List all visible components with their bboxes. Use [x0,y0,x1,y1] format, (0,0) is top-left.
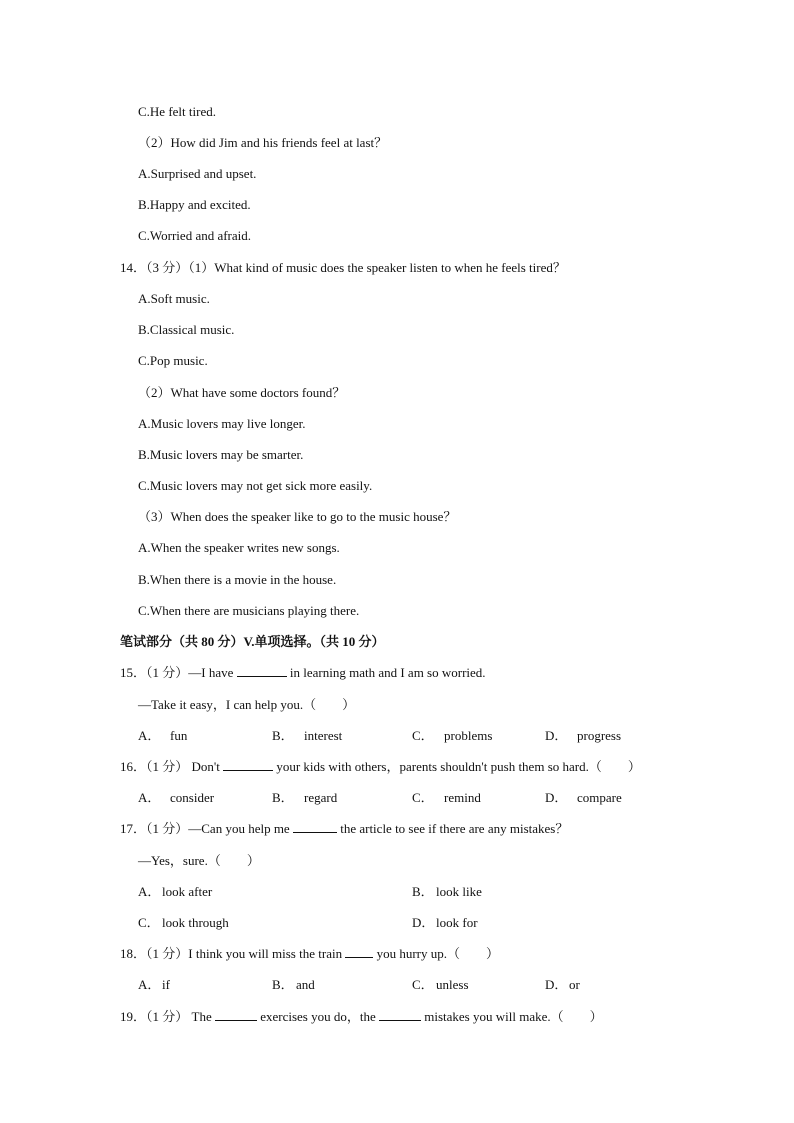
option-line: A.Soft music. [138,291,210,306]
question-text: 17．（1 分）—Can you help me [120,821,293,836]
option-b [272,790,337,806]
option-letter: A． [138,884,161,899]
question-text: your kids with others，parents shouldn't push them so hard.（ ） [273,759,641,774]
option-d [412,915,478,931]
option-b [272,728,342,744]
sub-question: （2）What have some doctors found？ [138,385,346,400]
option-c [412,728,492,744]
sub-question: （2）How did Jim and his friends feel at last？ [138,135,388,150]
question-text: 15．（1 分）—I have [120,665,237,680]
option-c [412,977,469,993]
option-text: compare [577,790,622,805]
option-text: look after [162,884,213,899]
option-letter: B． [272,790,294,805]
reply-line: —Take it easy，I can help you.（ ） [138,697,356,712]
option-letter: B． [272,728,294,743]
option-d [545,728,621,744]
option-b [412,884,482,900]
option-text: look like [436,884,482,899]
question-text: the article to see if there are any mistakes？ [336,821,569,836]
answer-blank [215,1009,257,1021]
answer-blank [345,946,373,958]
option-letter: A． [138,728,161,743]
option-letter: D． [545,728,568,743]
option-line: C.He felt tired. [138,104,216,119]
option-c [138,915,229,931]
option-letter: B． [412,884,434,899]
option-line: B.Classical music. [138,322,235,337]
option-line: C.When there are musicians playing there. [138,603,360,618]
option-text: remind [444,790,481,805]
option-a [138,790,214,806]
option-text: progress [577,728,622,743]
section-heading: 笔试部分（共 80 分）V.单项选择。（共 10 分） [120,634,385,649]
option-line: A.Music lovers may live longer. [138,416,306,431]
option-text: unless [436,977,469,992]
option-letter: A． [138,977,161,992]
option-a [138,884,212,900]
option-b [272,977,315,993]
option-line: A.When the speaker writes new songs. [138,540,340,555]
option-c [412,790,481,806]
option-line: A.Surprised and upset. [138,166,257,181]
option-letter: A． [138,790,161,805]
question-text: you hurry up.（ ） [373,946,499,961]
option-text: if [162,977,170,992]
option-letter: C． [412,790,434,805]
option-line: C.Pop music. [138,353,208,368]
question-text: mistakes you will make.（ ） [421,1009,603,1024]
question-14: 14．（3 分）（1）What kind of music does the speaker listen to when he feels tired？ [120,260,566,275]
question-text: in learning math and I am so worried. [286,665,486,680]
option-letter: C． [412,977,434,992]
question-text: 16．（1 分） Don't [120,759,224,774]
answer-blank [223,759,273,771]
option-text: fun [170,728,188,743]
option-letter: D． [412,915,435,930]
option-d [545,790,622,806]
question-15 [120,665,486,681]
option-line: B.Happy and excited. [138,197,251,212]
question-text: 19．（1 分） The [120,1009,215,1024]
option-line: B.Music lovers may be smarter. [138,447,304,462]
option-a [138,977,170,993]
question-16 [120,759,641,775]
answer-blank [237,665,287,677]
option-a [138,728,187,744]
question-17 [120,821,568,837]
option-text: look through [162,915,229,930]
option-letter: C． [138,915,160,930]
option-line: C.Music lovers may not get sick more easily. [138,478,373,493]
option-letter: D． [545,790,568,805]
option-text: and [296,977,315,992]
option-text: look for [436,915,478,930]
option-line: B.When there is a movie in the house. [138,572,337,587]
answer-blank [293,821,337,833]
option-text: problems [444,728,493,743]
answer-blank [379,1009,421,1021]
sub-question: （3）When does the speaker like to go to the music house？ [138,509,457,524]
option-letter: C． [412,728,434,743]
option-letter: D． [545,977,568,992]
question-text: exercises you do，the [256,1009,379,1024]
question-text: 18．（1 分）I think you will miss the train [120,946,346,961]
reply-line: —Yes，sure.（ ） [138,853,260,868]
option-d [545,977,580,993]
option-text: or [569,977,580,992]
option-text: regard [304,790,338,805]
option-text: consider [170,790,215,805]
option-line: C.Worried and afraid. [138,228,252,243]
question-18 [120,946,499,962]
question-19 [120,1009,603,1025]
option-text: interest [304,728,343,743]
option-letter: B． [272,977,294,992]
